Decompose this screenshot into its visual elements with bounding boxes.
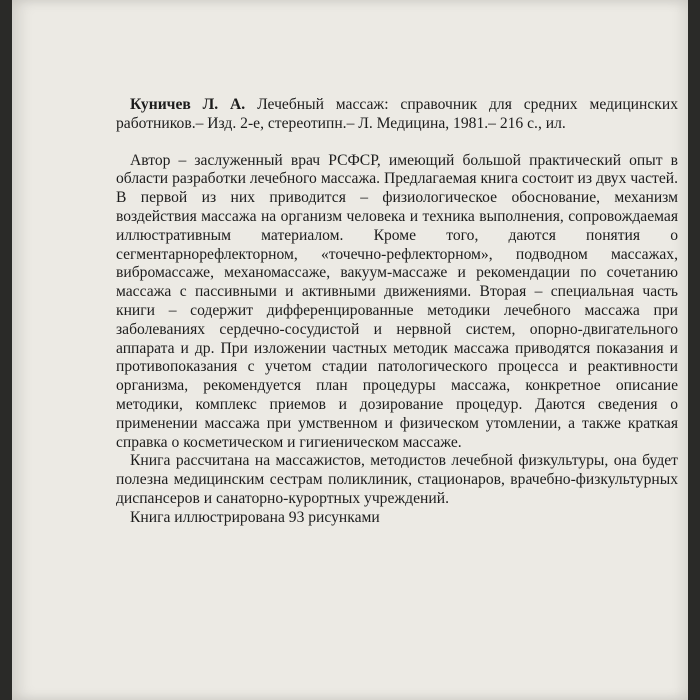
book-page — [12, 0, 688, 700]
citation-text: Лечебный массаж: справочник для средних медицинских работников.– Изд. 2-е, стереотипн.– Л. Медицина, 1981.– 216 с., ил. — [116, 96, 678, 132]
bibliographic-citation — [116, 96, 678, 134]
illustrations-note: Книга иллюстрирована 93 рисунками — [130, 508, 380, 526]
audience-paragraph: Книга рассчитана на массажистов, методистов лечебной физкультуры, она будет полезна медицинским сестрам поликлиник, стационаров, врачебно-физкультурных диспансеров и санаторно-курортных учреждений. — [116, 452, 678, 507]
citation-author: Куничев Л. А. — [130, 96, 246, 113]
annotation-paragraph: Автор – заслуженный врач РСФСР, имеющий большой практический опыт в области разработки лечебного массажа. Предлагаемая книга состоит из двух частей. В первой из них приводится – физиологическое обоснование, механизм воздействия массажа на организм человека и техника выполнения, сопровождаемая иллюстративным материалом. Кроме того, даются понятия о сегментарнорефлекторном, «точечно-рефлекторном», подводном массажах, вибромассаже, механомассаже, вакуум-массаже и рекомендации по сочетанию массажа с пассивными и активными движениями. Вторая – специальная часть книги – содержит дифференцированные методики лечебного массажа при заболеваниях сердечно-сосудистой и нервной систем, опорно-двигательного аппарата и др. При изложении частных методик массажа приводятся показания и противопоказания с учетом стадии патологического процесса и реактивности организма, рекомендуется план процедуры массажа, конкретное описание методики, комплекс приемов и дозирование процедур. Даются сведения о применении массажа при умственном и физическом утомлении, а также краткая справка о косметическом и гигиеническом массаже. — [116, 151, 678, 451]
page-text — [116, 96, 678, 528]
